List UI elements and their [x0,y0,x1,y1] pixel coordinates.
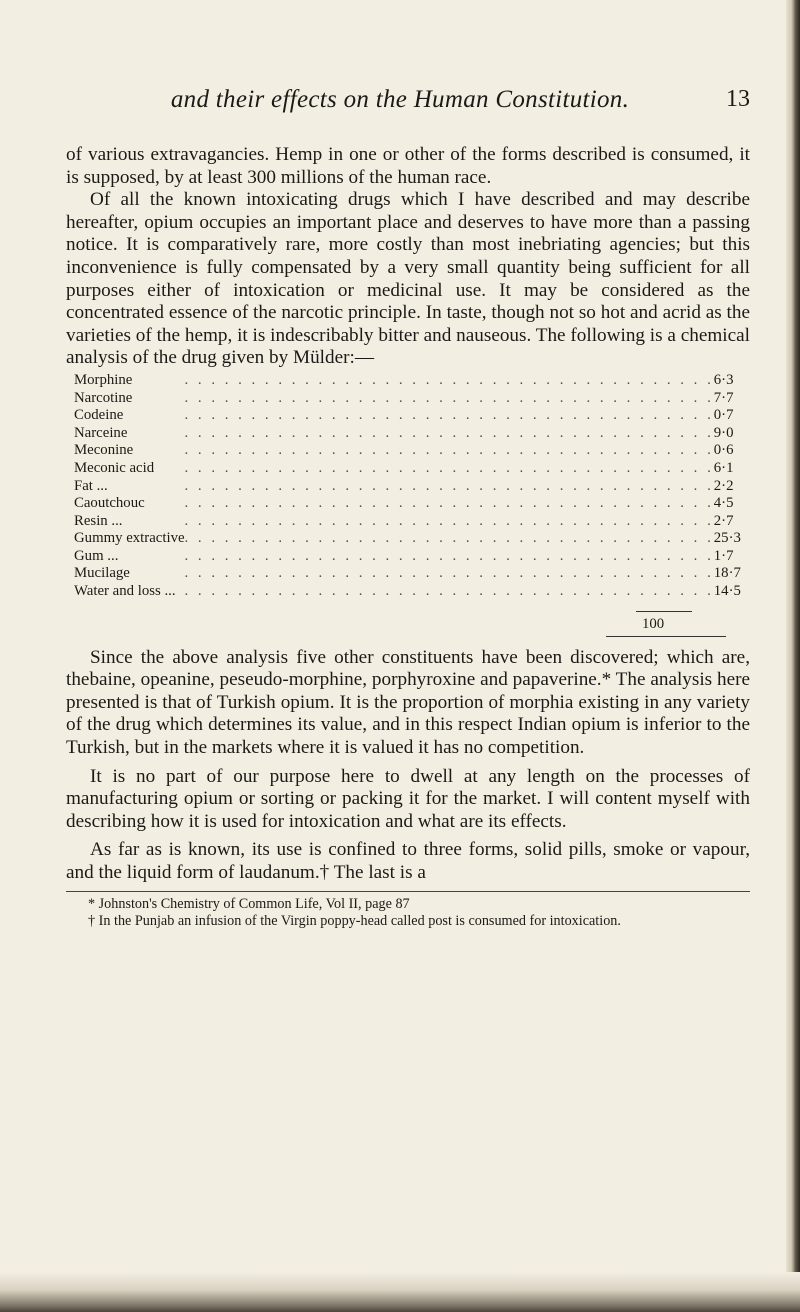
leader-dots: . . . . . . . . . . . . . . . . . . . . . . . . . . . . . . . . . . . . . . . . [184,530,714,547]
constituent-value: 6·1 [713,459,734,476]
constituent-name: Resin ... [74,512,123,529]
running-head [60,86,750,126]
page-edge-shadow [786,0,800,1312]
paragraph-opium-intro: Of all the known intoxicating drugs which I have described and may describe hereafter, opium occupies an important place and deserves to have more than a passing notice. It is comparatively rare, more costly than most inebriating agencies; but this inconvenience is fully compensated by a very small quantity being sufficient for all purposes either of intoxication or medicinal use. It may be considered as the concentrated essence of the narcotic principle. In taste, though not so hot and acrid as the varieties of the hemp, it is indescribably bitter and nauseous. The following is a chemical analysis of the drug given by Mülder:— [66,189,750,369]
page-bottom-shadow [0,1272,800,1312]
leader-dots: . . . . . . . . . . . . . . . . . . . . . . . . . . . . . . . . . . . . . . . . [184,565,714,582]
constituent-name: Meconine [74,442,134,459]
constituent-name: Caoutchouc [74,495,145,512]
paragraph-constituents: Since the above analysis five other constituents have been discovered; which are, thebaine, opeanine, peseudo-morphine, porphyroxine and papaverine.* The analysis here presented is that of Turkish opium. It is the proportion of morphia existing in any variety of the drug which determines its value, and in this respect Indian opium is inferior to the Turkish, but in the markets where it is valued it has no competition. [66,646,750,759]
analysis-total: 100 [642,615,665,632]
table-row [74,548,741,566]
constituent-name: Fat ... [74,477,108,494]
running-title: and their effects on the Human Constitution. [170,86,630,113]
constituent-value: 9·0 [713,424,734,441]
constituent-name: Meconic acid [74,459,155,476]
leader-dots: . . . . . . . . . . . . . . . . . . . . . . . . . . . . . . . . . . . . . . . . [184,407,714,424]
footnote-punjab: † In the Punjab an infusion of the Virgin poppy-head called post is consumed for intoxication. [88,912,621,929]
constituent-value: 0·7 [713,407,734,424]
table-row [74,407,741,425]
constituent-value: 2·2 [713,477,734,494]
chemical-analysis-table [74,372,741,601]
constituent-value: 25·3 [713,530,741,547]
leader-dots: . . . . . . . . . . . . . . . . . . . . . . . . . . . . . . . . . . . . . . . . [184,459,714,476]
page-body [66,144,750,930]
constituent-value: 18·7 [713,565,741,582]
page-number: 13 [726,86,750,112]
leader-dots: . . . . . . . . . . . . . . . . . . . . . . . . . . . . . . . . . . . . . . . . [184,477,714,494]
table-row [74,442,741,460]
constituent-name: Water and loss ... [74,583,176,600]
leader-dots: . . . . . . . . . . . . . . . . . . . . . . . . . . . . . . . . . . . . . . . . [184,442,714,459]
constituent-name: Narcotine [74,389,133,406]
constituent-value: 6·3 [713,371,734,388]
footnote-rule [66,891,750,892]
constituent-value: 4·5 [713,495,734,512]
leader-dots: . . . . . . . . . . . . . . . . . . . . . . . . . . . . . . . . . . . . . . . . [184,495,714,512]
leader-dots: . . . . . . . . . . . . . . . . . . . . . . . . . . . . . . . . . . . . . . . . [184,371,714,388]
leader-dots: . . . . . . . . . . . . . . . . . . . . . . . . . . . . . . . . . . . . . . . . [184,512,714,529]
table-row [74,530,741,548]
table-row [74,390,741,408]
constituent-value: 1·7 [713,547,734,564]
constituent-value: 14·5 [713,583,741,600]
table-row [74,565,741,583]
constituent-value: 7·7 [713,389,734,406]
paragraph-purpose: It is no part of our purpose here to dwell at any length on the processes of manufacturing opium or sorting or packing it for the market. I will content myself with describing how it is used for intoxication and what are its effects. [66,765,750,832]
table-row [74,495,741,513]
paragraph-forms: As far as is known, its use is confined to three forms, solid pills, smoke or vapour, and the liquid form of laudanum.† The last is a [66,839,750,883]
leader-dots: . . . . . . . . . . . . . . . . . . . . . . . . . . . . . . . . . . . . . . . . [184,547,714,564]
table-row [74,513,741,531]
constituent-name: Narceine [74,424,128,441]
table-row [74,372,741,390]
constituent-name: Morphine [74,371,133,388]
constituent-name: Codeine [74,407,124,424]
table-row [74,460,741,478]
constituent-value: 2·7 [713,512,734,529]
leader-dots: . . . . . . . . . . . . . . . . . . . . . . . . . . . . . . . . . . . . . . . . [184,424,714,441]
table-row [74,478,741,496]
table-row [74,425,741,443]
constituent-name: Gummy extractive [74,530,185,547]
paragraph-continued: of various extravagancies. Hemp in one or other of the forms described is consumed, it is supposed, by at least 300 millions of the human race. [66,144,750,188]
constituent-value: 0·6 [713,442,734,459]
footnote-johnston: * Johnston's Chemistry of Common Life, Vol II, page 87 [88,895,410,912]
total-rule [636,611,692,612]
leader-dots: . . . . . . . . . . . . . . . . . . . . . . . . . . . . . . . . . . . . . . . . [184,389,714,406]
table-row [74,583,741,601]
constituent-name: Gum ... [74,547,119,564]
constituent-name: Mucilage [74,565,130,582]
leader-dots: . . . . . . . . . . . . . . . . . . . . . . . . . . . . . . . . . . . . . . . . [184,583,714,600]
